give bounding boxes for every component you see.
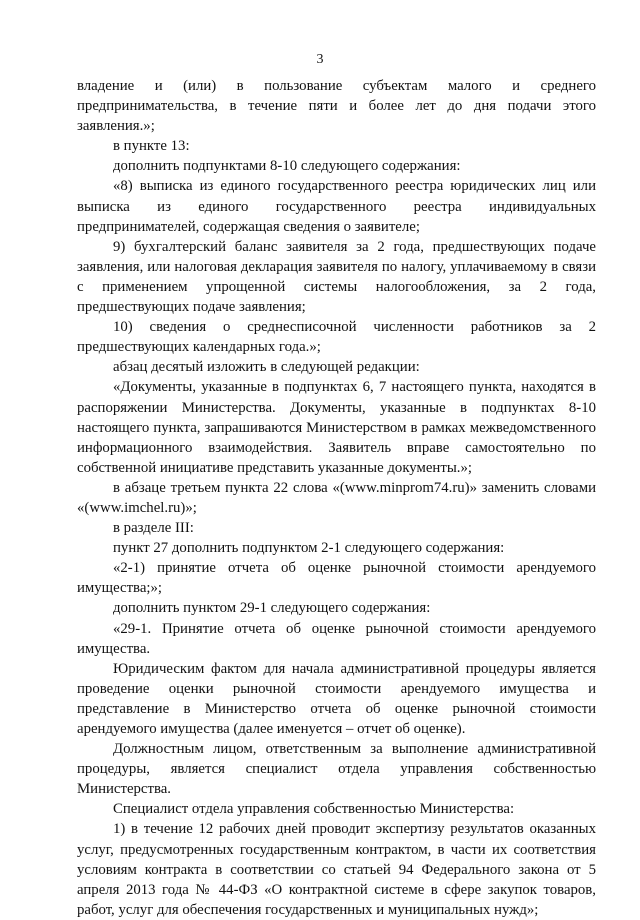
- paragraph: владение и (или) в пользование субъектам малого и среднего предпринимательства, в течение пяти и более лет до дня подачи этого заявления.»;: [77, 78, 596, 135]
- paragraph: дополнить подпунктами 8-10 следующего содержания:: [113, 158, 461, 175]
- paragraph: Должностным лицом, ответственным за выполнение административной процедуры, является специалист отдела управления собственностью Министерства.: [77, 741, 596, 798]
- paragraph: Специалист отдела управления собственностью Министерства:: [113, 801, 515, 818]
- paragraph: «29-1. Принятие отчета об оценке рыночной стоимости арендуемого имущества.: [77, 620, 596, 657]
- paragraph: в разделе III:: [113, 520, 194, 537]
- paragraph: «2-1) принятие отчета об оценке рыночной стоимости арендуемого имущества;»;: [77, 560, 596, 597]
- paragraph: в пункте 13:: [113, 138, 190, 155]
- paragraph: в абзаце третьем пункта 22 слова «(www.minprom74.ru)» заменить словами «(www.imchel.ru)»;: [77, 479, 596, 516]
- paragraph: Юридическим фактом для начала административной процедуры является проведение оценки рыночной стоимости арендуемого имущества и представление в Министерство отчета об оценке рыночной стоимости арендуемого имущества (далее именуется – отчет об оценке).: [77, 660, 596, 737]
- document-body: [77, 76, 596, 920]
- paragraph: пункт 27 дополнить подпунктом 2-1 следующего содержания:: [113, 540, 505, 557]
- paragraph: абзац десятый изложить в следующей редакции:: [113, 359, 420, 376]
- paragraph: 9) бухгалтерский баланс заявителя за 2 года, предшествующих подаче заявления, или налоговая декларация заявителя по налогу, уплачиваемому в связи с применением упрощенной системы налогообложения, за 2 года, предшествующих подаче заявления;: [77, 238, 596, 316]
- paragraph: 1) в течение 12 рабочих дней проводит экспертизу результатов оказанных услуг, предусмотренных государственным контрактом, в части их соответствия условиям контракта в соответствии со статьей 94 Федерального закона от 5 апреля 2013 года № 44-ФЗ «О контрактной системе в сфере закупок товаров, работ, услуг для обеспечения государственных и муниципальных нужд»;: [77, 821, 596, 918]
- page-number: 3: [316, 52, 324, 67]
- paragraph: 10) сведения о среднесписочной численности работников за 2 предшествующих календарных года.»;: [77, 319, 596, 356]
- paragraph: дополнить пунктом 29-1 следующего содержания:: [113, 600, 431, 617]
- paragraph: «Документы, указанные в подпунктах 6, 7 настоящего пункта, находятся в распоряжении Министерства. Документы, указанные в подпунктах 8-10 настоящего пункта, запрашиваются Министерством в рамках межведомственного информационного взаимодействия. Заявитель вправе самостоятельно по собственной инициативе представить указанные документы.»;: [77, 379, 596, 476]
- paragraph: «8) выписка из единого государственного реестра юридических лиц или выписка из единого государственного реестра индивидуальных предпринимателей, содержащая сведения о заявителе;: [77, 178, 596, 235]
